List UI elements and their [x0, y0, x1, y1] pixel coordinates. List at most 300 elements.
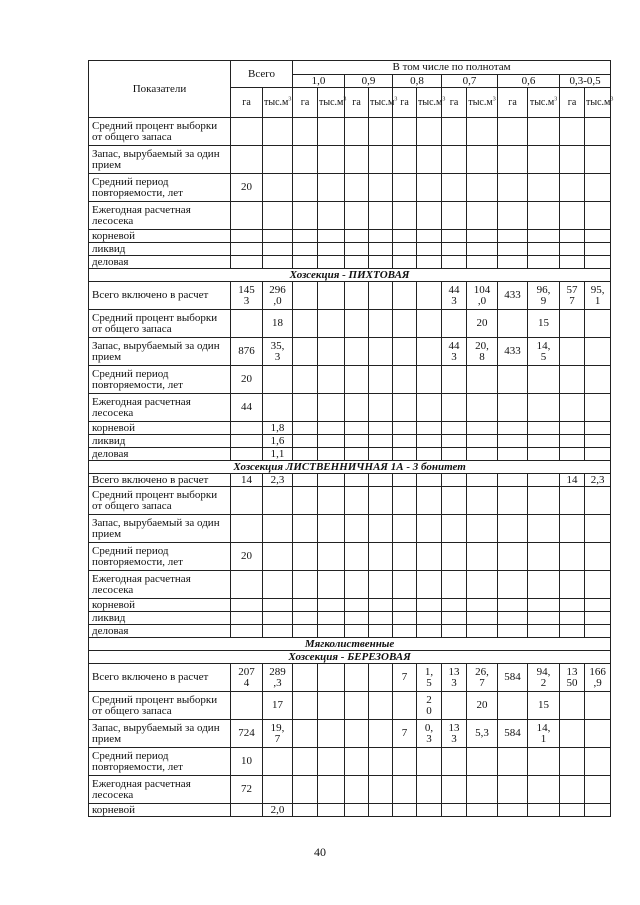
table-cell [293, 448, 318, 461]
table-cell: 13 3 [442, 664, 467, 692]
table-cell [467, 230, 498, 243]
table-cell: 104 ,0 [467, 282, 498, 310]
table-cell [369, 804, 393, 817]
table-cell [369, 366, 393, 394]
table-cell [528, 612, 560, 625]
table-row [89, 599, 611, 612]
table-cell: 145 3 [231, 282, 263, 310]
table-cell: 14 [231, 474, 263, 487]
table-cell: 876 [231, 338, 263, 366]
unit-m3-label: тыс.м [370, 97, 395, 108]
table-cell [417, 612, 442, 625]
table-cell [498, 146, 528, 174]
table-cell [263, 776, 293, 804]
row-label: Запас, вырубаемый за один прием [89, 338, 231, 366]
table-cell [231, 243, 263, 256]
table-cell [417, 804, 442, 817]
section-title-row [89, 638, 611, 651]
unit-m3-header [467, 88, 498, 118]
section-title-row [89, 461, 611, 474]
table-cell [293, 256, 318, 269]
table-cell [585, 366, 611, 394]
row-label: Средний процент выборки от общего запаса [89, 310, 231, 338]
table-cell [345, 310, 369, 338]
table-cell [528, 174, 560, 202]
table-cell [293, 282, 318, 310]
table-cell [318, 174, 345, 202]
table-cell [585, 394, 611, 422]
table-header [89, 61, 614, 118]
unit-cube-superscript: 3 [492, 96, 496, 103]
table-cell [560, 435, 585, 448]
unit-m3-header [528, 88, 560, 118]
table-cell [318, 748, 345, 776]
unit-m3-label: тыс.м [264, 97, 289, 108]
table-row [89, 448, 611, 461]
table-cell [585, 612, 611, 625]
table-cell [318, 448, 345, 461]
table-cell: 20 [231, 174, 263, 202]
table-cell [467, 515, 498, 543]
table-cell [318, 310, 345, 338]
table-cell [345, 487, 369, 515]
table-cell [467, 146, 498, 174]
table-cell [345, 804, 369, 817]
table-cell: 724 [231, 720, 263, 748]
unit-ha-label: га [567, 97, 577, 108]
table-cell [393, 174, 417, 202]
table-cell [293, 394, 318, 422]
table-cell [585, 146, 611, 174]
table-cell [467, 612, 498, 625]
table-cell [498, 474, 528, 487]
forest-cut-table [88, 60, 614, 817]
table-cell [293, 366, 318, 394]
table-cell: 166 ,9 [585, 664, 611, 692]
table-cell [528, 448, 560, 461]
table-cell [393, 338, 417, 366]
table-cell [560, 310, 585, 338]
row-label: деловая [89, 448, 231, 461]
table-cell [393, 599, 417, 612]
table-cell: 44 3 [442, 338, 467, 366]
table-cell [417, 394, 442, 422]
row-label: Запас, вырубаемый за один прием [89, 720, 231, 748]
table-cell [393, 230, 417, 243]
row-label: ликвид [89, 612, 231, 625]
table-cell [369, 256, 393, 269]
table-cell [393, 366, 417, 394]
table-cell [585, 720, 611, 748]
table-cell [585, 776, 611, 804]
table-cell [318, 612, 345, 625]
density-header: 0,3-0,5 [560, 75, 611, 88]
table-cell [318, 487, 345, 515]
table-cell [263, 748, 293, 776]
table-cell [318, 515, 345, 543]
table-cell: 0, 3 [417, 720, 442, 748]
table-cell [442, 515, 467, 543]
table-cell [417, 599, 442, 612]
table-cell [560, 202, 585, 230]
table-cell [442, 474, 467, 487]
table-cell: 72 [231, 776, 263, 804]
table-cell [417, 146, 442, 174]
table-row [89, 282, 611, 310]
table-cell [293, 174, 318, 202]
table-cell [393, 804, 417, 817]
table-cell [293, 146, 318, 174]
table-cell [345, 571, 369, 599]
table-cell [345, 474, 369, 487]
table-cell [528, 474, 560, 487]
table-cell [369, 146, 393, 174]
table-cell [318, 571, 345, 599]
table-cell [263, 256, 293, 269]
table-cell [231, 487, 263, 515]
table-cell: 2,3 [263, 474, 293, 487]
table-cell [393, 256, 417, 269]
table-cell [560, 804, 585, 817]
table-cell [369, 692, 393, 720]
header-indicators: Показатели [89, 61, 231, 118]
row-label: корневой [89, 230, 231, 243]
table-cell [560, 338, 585, 366]
table-cell [345, 243, 369, 256]
table-cell [467, 174, 498, 202]
table-cell [498, 118, 528, 146]
unit-m3-header [263, 88, 293, 118]
table-cell [498, 804, 528, 817]
table-cell [528, 435, 560, 448]
table-row [89, 174, 611, 202]
table-cell [293, 571, 318, 599]
table-cell [318, 118, 345, 146]
table-cell [345, 776, 369, 804]
table-cell [263, 230, 293, 243]
table-cell [393, 243, 417, 256]
table-row [89, 543, 611, 571]
table-cell [560, 515, 585, 543]
table-cell [585, 487, 611, 515]
table-row [89, 804, 611, 817]
table-cell [585, 748, 611, 776]
table-cell: 13 3 [442, 720, 467, 748]
table-cell [442, 310, 467, 338]
table-cell [442, 692, 467, 720]
table-cell [417, 435, 442, 448]
table-cell [318, 146, 345, 174]
table-row [89, 118, 611, 146]
unit-ha-label: га [242, 97, 251, 108]
table-cell [231, 118, 263, 146]
table-cell [585, 804, 611, 817]
table-cell: 2 0 [417, 692, 442, 720]
table-cell: 14, 1 [528, 720, 560, 748]
table-cell [318, 282, 345, 310]
table-cell: 96, 9 [528, 282, 560, 310]
table-cell [498, 310, 528, 338]
table-cell [442, 366, 467, 394]
table-cell [528, 515, 560, 543]
table-cell [498, 230, 528, 243]
table-cell [417, 448, 442, 461]
unit-ha-header [498, 88, 528, 118]
table-cell [345, 282, 369, 310]
table-cell [369, 776, 393, 804]
table-cell [293, 487, 318, 515]
table-cell [560, 543, 585, 571]
table-cell [263, 146, 293, 174]
table-cell [231, 448, 263, 461]
table-row [89, 243, 611, 256]
table-cell [369, 515, 393, 543]
table-cell [318, 338, 345, 366]
table-row [89, 692, 611, 720]
table-cell: 2,3 [585, 474, 611, 487]
table-cell [442, 394, 467, 422]
unit-ha-header [231, 88, 263, 118]
table-cell [393, 422, 417, 435]
table-cell [442, 422, 467, 435]
row-label: корневой [89, 422, 231, 435]
table-cell [369, 487, 393, 515]
table-cell [231, 515, 263, 543]
table-cell [369, 571, 393, 599]
table-cell [417, 776, 442, 804]
table-cell: 17 [263, 692, 293, 720]
table-cell [369, 282, 393, 310]
table-cell [528, 748, 560, 776]
unit-ha-label: га [400, 97, 409, 108]
table-cell [231, 422, 263, 435]
table-cell [560, 748, 585, 776]
table-cell: 10 [231, 748, 263, 776]
table-cell [528, 243, 560, 256]
table-cell: 1,6 [263, 435, 293, 448]
table-cell [318, 435, 345, 448]
table-cell [263, 243, 293, 256]
table-cell [442, 804, 467, 817]
table-cell [369, 720, 393, 748]
table-cell [417, 202, 442, 230]
table-cell [393, 448, 417, 461]
table-cell: 18 [263, 310, 293, 338]
table-cell [318, 474, 345, 487]
table-cell [467, 118, 498, 146]
table-cell [293, 230, 318, 243]
row-label: Средний период повторяемости, лет [89, 748, 231, 776]
table-row [89, 435, 611, 448]
table-cell [369, 625, 393, 638]
table-cell [467, 256, 498, 269]
table-cell [442, 448, 467, 461]
table-cell [528, 366, 560, 394]
table-cell [345, 448, 369, 461]
row-label: Средний период повторяемости, лет [89, 174, 231, 202]
table-cell [263, 202, 293, 230]
table-cell [560, 243, 585, 256]
table-cell [393, 487, 417, 515]
table-cell [369, 338, 393, 366]
table-cell: 94, 2 [528, 664, 560, 692]
table-cell: 15 [528, 692, 560, 720]
table-cell [293, 599, 318, 612]
unit-ha-header [293, 88, 318, 118]
table-cell: 584 [498, 664, 528, 692]
table-cell [417, 515, 442, 543]
table-cell [318, 664, 345, 692]
table-cell [369, 474, 393, 487]
table-cell [498, 625, 528, 638]
table-cell [369, 448, 393, 461]
table-cell: 15 [528, 310, 560, 338]
table-cell [467, 571, 498, 599]
table-cell [369, 664, 393, 692]
table-cell [498, 366, 528, 394]
table-cell [498, 422, 528, 435]
table-cell [345, 422, 369, 435]
header-by-density: В том числе по полнотам [293, 61, 611, 75]
table-cell [417, 748, 442, 776]
table-cell [293, 243, 318, 256]
table-cell [528, 146, 560, 174]
table-cell [345, 146, 369, 174]
table-cell [467, 474, 498, 487]
table-cell [293, 310, 318, 338]
row-label: Средний процент выборки от общего запаса [89, 118, 231, 146]
table-cell [417, 338, 442, 366]
table-cell [442, 625, 467, 638]
table-cell [345, 664, 369, 692]
row-label: Ежегодная расчетная лесосека [89, 571, 231, 599]
table-cell [369, 394, 393, 422]
table-cell [231, 230, 263, 243]
row-label: корневой [89, 599, 231, 612]
table-cell [293, 338, 318, 366]
table-cell [498, 612, 528, 625]
section-title-row [89, 651, 611, 664]
table-cell [442, 612, 467, 625]
table-cell [231, 146, 263, 174]
table-cell [560, 174, 585, 202]
table-cell [318, 366, 345, 394]
table-row [89, 625, 611, 638]
table-cell [293, 202, 318, 230]
table-row [89, 664, 611, 692]
table-cell [560, 625, 585, 638]
table-cell [318, 720, 345, 748]
unit-ha-label: га [300, 97, 310, 108]
table-cell [498, 515, 528, 543]
table-cell [293, 515, 318, 543]
table-cell [345, 515, 369, 543]
table-cell [369, 612, 393, 625]
table-cell [585, 174, 611, 202]
unit-cube-superscript: 3 [343, 96, 347, 103]
header-total: Всего [231, 61, 293, 88]
row-label: Всего включено в расчет [89, 282, 231, 310]
unit-ha-header [345, 88, 369, 118]
table-cell [498, 243, 528, 256]
table-cell [467, 776, 498, 804]
table-cell [585, 448, 611, 461]
table-row [89, 748, 611, 776]
density-header: 1,0 [293, 75, 345, 88]
table-cell [345, 435, 369, 448]
table-row [89, 422, 611, 435]
table-cell [263, 625, 293, 638]
row-label: Ежегодная расчетная лесосека [89, 202, 231, 230]
table-cell [293, 664, 318, 692]
table-row [89, 720, 611, 748]
table-cell: 289 ,3 [263, 664, 293, 692]
row-label: ликвид [89, 243, 231, 256]
table-cell [467, 435, 498, 448]
table-cell [369, 118, 393, 146]
unit-cube-superscript: 3 [442, 96, 446, 103]
table-cell [293, 435, 318, 448]
table-cell [318, 394, 345, 422]
density-header: 0,7 [442, 75, 498, 88]
table-cell [417, 118, 442, 146]
table-cell [318, 543, 345, 571]
table-row [89, 146, 611, 174]
table-cell [560, 448, 585, 461]
table-cell [560, 571, 585, 599]
table-cell [467, 243, 498, 256]
table-cell: 44 [231, 394, 263, 422]
table-cell [528, 599, 560, 612]
table-cell [369, 748, 393, 776]
table-cell [417, 474, 442, 487]
unit-m3-label: тыс.м [586, 97, 611, 108]
table-cell [467, 487, 498, 515]
unit-ha-header [560, 88, 585, 118]
table-cell: 20 [231, 543, 263, 571]
table-cell [560, 692, 585, 720]
unit-cube-superscript: 3 [394, 96, 398, 103]
unit-ha-label: га [352, 97, 361, 108]
table-cell [293, 543, 318, 571]
table-cell [585, 202, 611, 230]
table-cell [585, 599, 611, 612]
table-row [89, 487, 611, 515]
table-cell [528, 394, 560, 422]
table-cell [263, 571, 293, 599]
table-cell [528, 571, 560, 599]
table-cell [528, 230, 560, 243]
table-cell [293, 474, 318, 487]
table-cell [318, 230, 345, 243]
table-cell [393, 146, 417, 174]
table-cell [560, 720, 585, 748]
table-cell [585, 310, 611, 338]
table-cell [560, 366, 585, 394]
unit-m3-header [585, 88, 614, 118]
table-cell [585, 515, 611, 543]
table-cell [263, 118, 293, 146]
table-cell: 433 [498, 282, 528, 310]
table-row [89, 366, 611, 394]
density-header: 0,9 [345, 75, 393, 88]
table-cell [393, 571, 417, 599]
table-cell [369, 230, 393, 243]
table-cell: 2,0 [263, 804, 293, 817]
table-cell [498, 692, 528, 720]
table-cell [498, 487, 528, 515]
table-cell [231, 256, 263, 269]
